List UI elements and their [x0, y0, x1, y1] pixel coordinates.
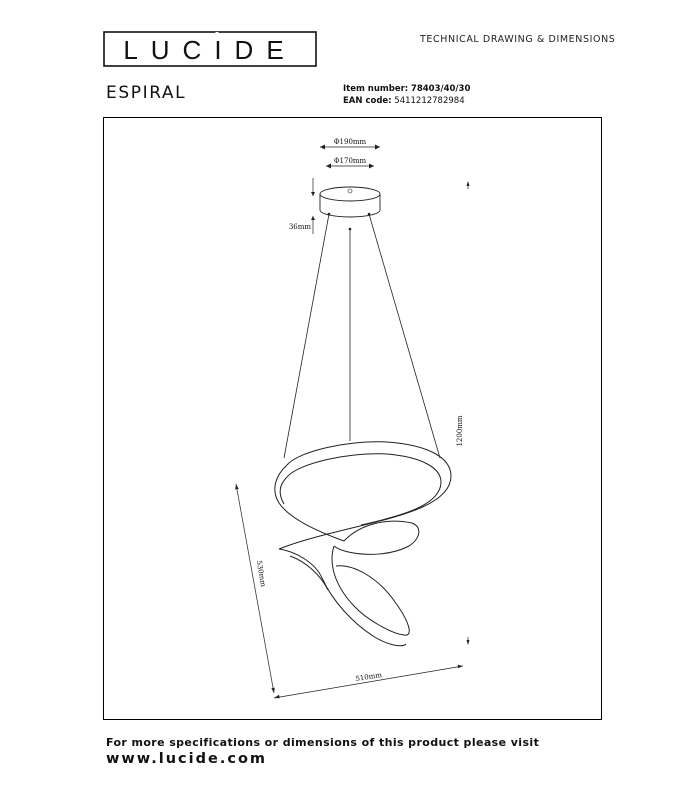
- svg-text:LUCIDE: LUCIDE: [123, 35, 297, 65]
- spiral-luminaire: [275, 442, 451, 646]
- footer-text: For more specifications or dimensions of this product please visit: [106, 736, 540, 749]
- website-link[interactable]: www.lucide.com: [106, 751, 268, 767]
- suspension-cable-left: [284, 214, 329, 458]
- item-number-row: [343, 83, 470, 95]
- canopy-screw: [348, 189, 352, 193]
- ean-row: [343, 95, 470, 107]
- dim-ring-height: 530mm: [254, 559, 268, 588]
- lucide-logo-graphic: [103, 31, 317, 67]
- drawing-frame: [103, 117, 602, 720]
- suspension-cable-right: [369, 214, 440, 458]
- dim-canopy-outer: Φ190mm: [333, 138, 367, 146]
- dim-canopy-inner: Φ170mm: [333, 157, 367, 165]
- product-codes: [343, 83, 470, 107]
- product-name: ESPIRAL: [106, 83, 187, 103]
- dim-canopy-height: 36mm: [288, 223, 311, 231]
- dim-ring-width: 510mm: [354, 670, 383, 684]
- lucide-logo: [103, 31, 317, 67]
- dim-total-height: 1200mm: [456, 415, 464, 447]
- item-number-label: Item number:: [343, 84, 409, 94]
- ean-value: 5411212782984: [394, 96, 465, 106]
- technical-drawing: [104, 118, 603, 721]
- document-type: TECHNICAL DRAWING & DIMENSIONS: [420, 34, 616, 45]
- item-number-value: 78403/40/30: [410, 84, 471, 94]
- ean-label: EAN code:: [343, 96, 392, 106]
